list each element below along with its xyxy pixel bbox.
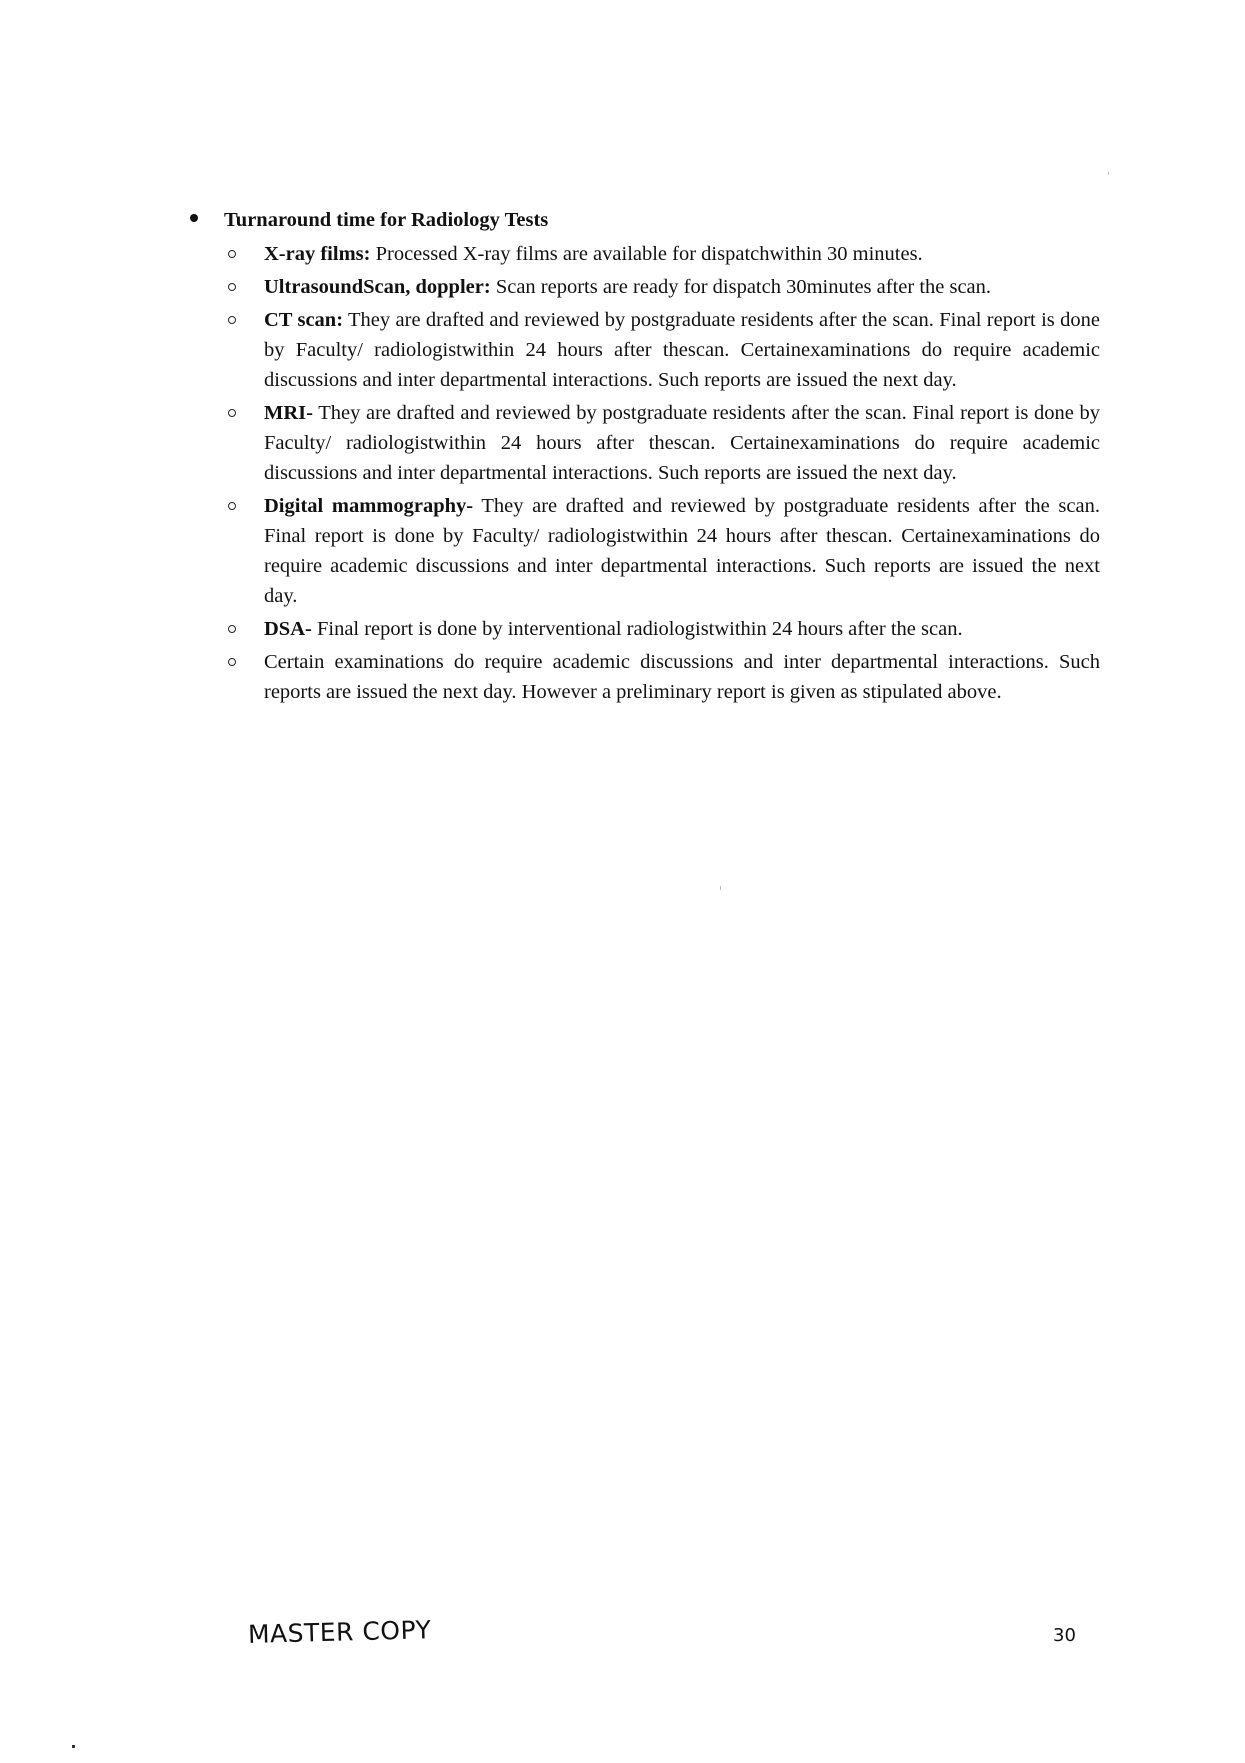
hollow-bullet-icon	[228, 409, 236, 417]
list-item-mri	[264, 398, 1100, 488]
list-item-ultrasound	[264, 272, 1100, 302]
item-term: X-ray films:	[264, 243, 371, 265]
turnaround-section	[190, 205, 1100, 710]
item-text: Certain examinations do require academic discussions and inter departmental interactions. Such reports are issued the next day. However a preliminary report is given as stipulated above.	[264, 651, 1100, 703]
hollow-bullet-icon	[228, 625, 236, 633]
item-text: Processed X-ray films are available for dispatchwithin 30 minutes.	[370, 243, 923, 265]
item-text: They are drafted and reviewed by postgraduate residents after the scan. Final report is done by Faculty/ radiologistwithin 24 hours after thescan. Certainexaminations do require academic discussions and inter departmental interactions. Such reports are issued the next day.	[264, 309, 1100, 391]
scan-speck	[1108, 172, 1109, 175]
section-heading	[190, 205, 1100, 235]
item-text: They are drafted and reviewed by postgraduate residents after the scan. Final report is done by Faculty/ radiologistwithin 24 hours after thescan. Certainexaminations do require academic discussions and inter departmental interactions. Such reports are issued the next day.	[264, 402, 1100, 484]
hollow-bullet-icon	[228, 658, 236, 666]
item-term: MRI-	[264, 402, 313, 424]
item-term: UltrasoundScan, doppler:	[264, 276, 491, 298]
item-term: Digital mammography-	[264, 495, 474, 517]
bullet-icon	[190, 214, 198, 222]
turnaround-list	[190, 239, 1100, 707]
item-text: They are drafted and reviewed by postgraduate residents after the scan. Final report is done by Faculty/ radiologistwithin 24 hours after thescan. Certainexaminations do require academic discussions and inter departmental interactions. Such reports are issued the next day.	[264, 495, 1100, 607]
hollow-bullet-icon	[228, 250, 236, 258]
list-item-xray	[264, 239, 1100, 269]
section-title-text: Turnaround time for Radiology Tests	[224, 209, 549, 231]
item-term: CT scan:	[264, 309, 344, 331]
list-item-ct-scan	[264, 305, 1100, 395]
list-item-dsa	[264, 614, 1100, 644]
scan-speck	[72, 1745, 75, 1748]
hollow-bullet-icon	[228, 283, 236, 291]
master-copy-stamp: MASTER COPY	[247, 1615, 432, 1649]
hollow-bullet-icon	[228, 316, 236, 324]
item-term: DSA-	[264, 618, 312, 640]
hollow-bullet-icon	[228, 502, 236, 510]
list-item-mammography	[264, 491, 1100, 611]
item-text: Final report is done by interventional radiologistwithin 24 hours after the scan.	[311, 618, 963, 640]
item-text: Scan reports are ready for dispatch 30minutes after the scan.	[490, 276, 992, 298]
page-number: 30	[1053, 1625, 1076, 1646]
scan-speck	[720, 886, 721, 890]
list-item-general-note	[264, 647, 1100, 707]
